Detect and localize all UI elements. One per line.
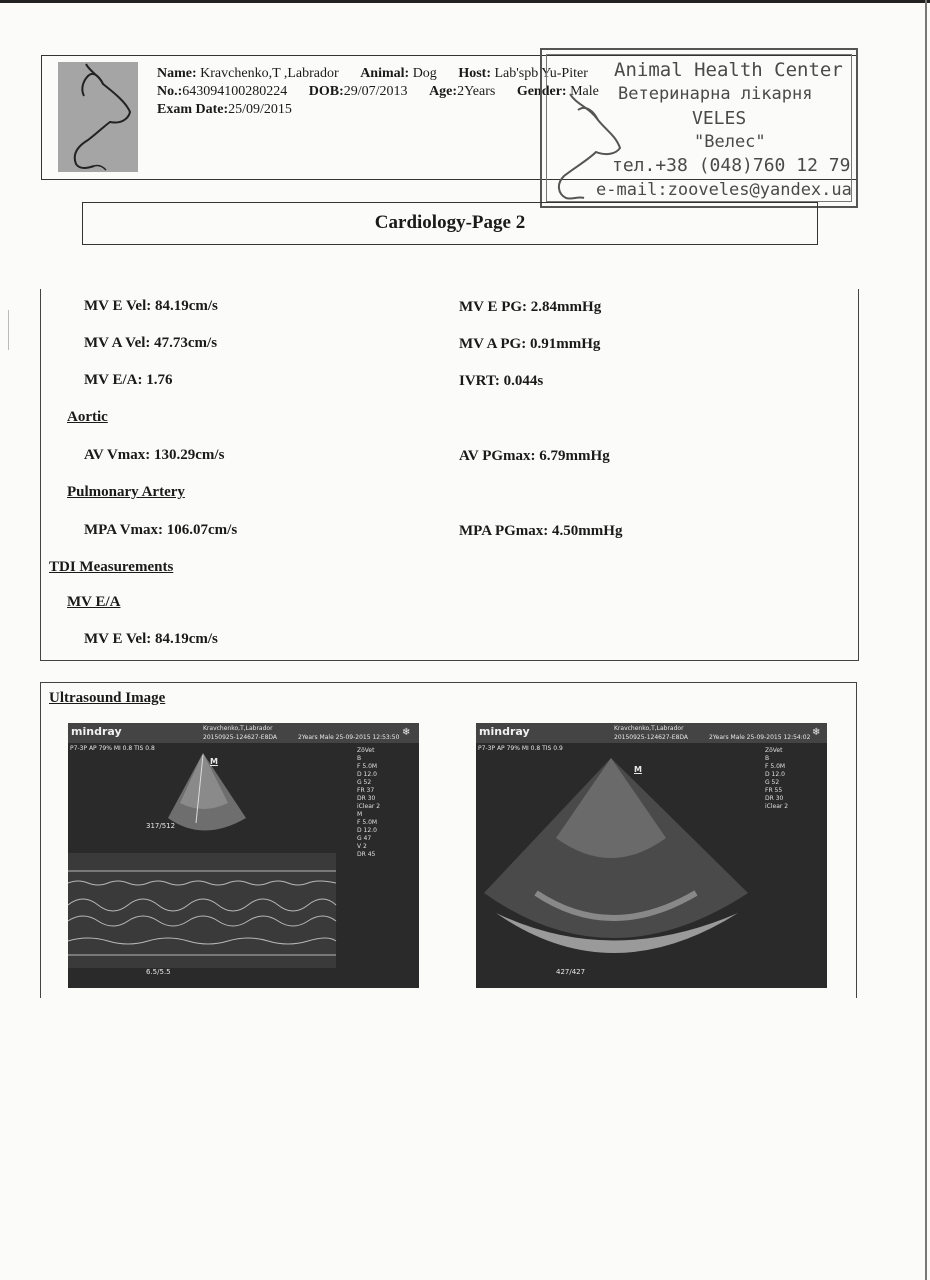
host-value: Lab'spb Yu-Piter (494, 66, 588, 81)
mv-a-pg: MV A PG: 0.91mmHg (459, 336, 601, 352)
us2-probe: P7-3P AP 79% MI 0.8 TIS 0.9 (478, 745, 563, 752)
us1-side-item: FR 37 (357, 787, 375, 794)
pulmonary-artery-heading: Pulmonary Artery (67, 484, 185, 500)
us1-brand-logo: mindray (71, 725, 122, 738)
us1-patient: Kravchenko,T,Labrador (203, 725, 273, 732)
dob-label: DOB: (308, 84, 344, 99)
stamp-line-6: e-mail:zooveles@yandex.ua (596, 180, 852, 200)
stamp-line-5: тел.+38 (048)760 12 79 (612, 155, 851, 176)
ultrasound-heading: Ultrasound Image (49, 690, 166, 706)
us2-info: 2Years Male 25-09-2015 12:54:02 (709, 734, 811, 741)
mv-e-pg: MV E PG: 2.84mmHg (459, 299, 602, 315)
no-value: 643094100280224 (182, 84, 288, 99)
tdi-measurements-heading: TDI Measurements (49, 559, 174, 575)
tdi-mv-ea-heading: MV E/A (67, 594, 121, 610)
us1-info: 2Years Male 25-09-2015 12:53:50 (298, 734, 400, 741)
ivrt: IVRT: 0.044s (459, 373, 544, 389)
stamp-line-2: Ветеринарна лікарня (618, 84, 813, 104)
gender-label: Gender: (516, 84, 567, 99)
header-line-3 (157, 102, 292, 118)
header-line-1 (157, 66, 588, 82)
us2-side-panel (765, 747, 825, 811)
us2-patient: Kravchenko,T,Labrador (614, 725, 684, 732)
us1-side-item: G 47 (357, 835, 372, 842)
header-line-2 (157, 84, 599, 100)
animal-value: Dog (412, 66, 437, 81)
us1-side-item: iClear 2 (357, 803, 381, 810)
us1-side-item: B (357, 755, 362, 762)
animal-label: Animal: (360, 66, 410, 81)
no-label: No.: (157, 84, 183, 99)
exam-date-value: 25/09/2015 (228, 102, 292, 117)
us1-probe: P7-3P AP 79% MI 0.8 TIS 0.8 (70, 745, 155, 752)
name-label: Name: (157, 66, 197, 81)
name-value: Kravchenko,T ,Labrador (200, 66, 339, 81)
us1-side-item: D 12.0 (357, 771, 377, 778)
stamp-line-1: Animal Health Center (614, 59, 843, 81)
us1-side-item: DR 45 (357, 851, 376, 858)
av-vmax: AV Vmax: 130.29cm/s (84, 447, 225, 463)
us2-side-item: ZōVet (765, 747, 783, 754)
tdi-mv-e-vel: MV E Vel: 84.19cm/s (84, 631, 218, 647)
us1-side-item: V 2 (357, 843, 367, 850)
host-label: Host: (458, 66, 491, 81)
us2-side-item: B (765, 755, 770, 762)
mpa-vmax: MPA Vmax: 106.07cm/s (84, 522, 238, 538)
us2-side-item: F 5.0M (765, 763, 786, 770)
age-label: Age: (429, 84, 458, 99)
age-value: 2Years (457, 84, 496, 99)
us2-side-item: FR 55 (765, 787, 783, 794)
stamp-line-4: "Велес" (694, 132, 766, 152)
us1-side-item: DR 30 (357, 795, 376, 802)
scan-speck (8, 310, 9, 350)
us1-freeze-icon: ❄ (402, 727, 411, 738)
us1-frame: 317/512 (146, 822, 176, 830)
us1-id: 20150925-124627-E8DA (203, 734, 278, 741)
mv-ea-ratio: MV E/A: 1.76 (84, 372, 173, 388)
us1-side-item: ZōVet (357, 747, 375, 754)
aortic-heading: Aortic (67, 409, 108, 425)
dog-logo (58, 62, 138, 172)
scan-edge-top (0, 0, 930, 3)
dog-silhouette-icon (58, 62, 138, 172)
us1-side-item: F 5.0M (357, 763, 378, 770)
us2-side-item: D 12.0 (765, 771, 785, 778)
us1-speed: 6.5/5.5 (146, 968, 171, 976)
page-title: Cardiology-Page 2 (374, 212, 526, 233)
mv-e-vel: MV E Vel: 84.19cm/s (84, 298, 218, 314)
mv-a-vel: MV A Vel: 47.73cm/s (84, 335, 218, 351)
us1-side-panel (357, 747, 417, 859)
us2-side-item: iClear 2 (765, 803, 789, 810)
dob-value: 29/07/2013 (343, 84, 408, 99)
exam-date-label: Exam Date: (157, 102, 229, 117)
us1-scan-graphic (68, 743, 358, 968)
us2-frame: 427/427 (556, 968, 586, 976)
scan-edge-right (925, 0, 927, 1280)
us2-mode-label: M (634, 765, 642, 774)
mpa-pgmax: MPA PGmax: 4.50mmHg (459, 523, 623, 539)
us2-scan-graphic (476, 743, 766, 968)
us2-side-item: G 52 (765, 779, 780, 786)
us2-brand-logo: mindray (479, 725, 530, 738)
us2-id: 20150925-124627-E8DA (614, 734, 689, 741)
us1-side-item: G 52 (357, 779, 372, 786)
us1-side-item: F 5.0M (357, 819, 378, 826)
gender-value: Male (570, 84, 599, 99)
ultrasound-image-1 (68, 723, 419, 988)
us1-side-item: D 12.0 (357, 827, 377, 834)
stamp-line-3: VELES (692, 108, 747, 129)
ultrasound-image-2 (476, 723, 827, 988)
us1-mode-label: M (210, 757, 218, 766)
av-pgmax: AV PGmax: 6.79mmHg (459, 448, 610, 464)
us2-side-item: DR 30 (765, 795, 784, 802)
us2-freeze-icon: ❄ (812, 727, 821, 738)
us1-side-item: M (357, 811, 363, 818)
clinic-stamp (540, 48, 858, 208)
